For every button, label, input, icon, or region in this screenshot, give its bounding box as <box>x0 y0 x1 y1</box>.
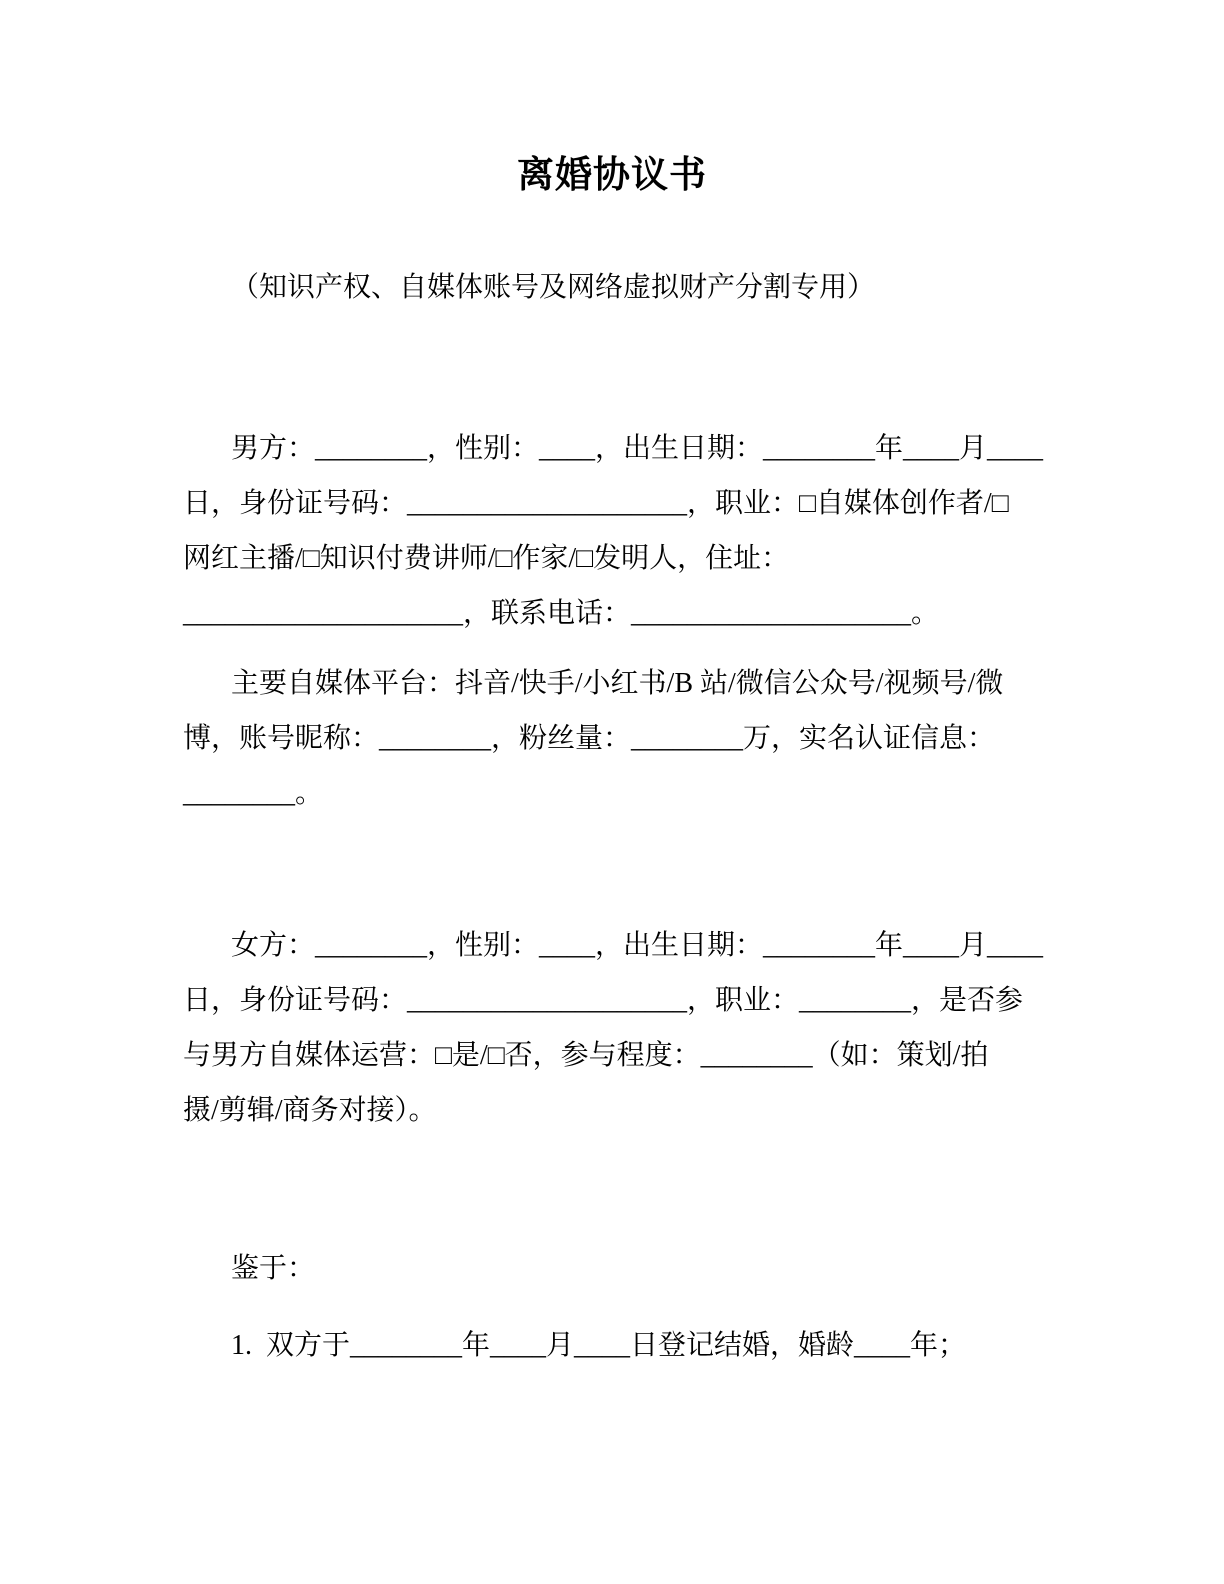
male-party-line: 网红主播/□知识付费讲师/□作家/□发明人，住址： <box>183 543 790 574</box>
female-party-line: 女方：________，性别：____，出生日期：________年____月____ <box>231 930 1044 961</box>
male-party-line: 男方：________，性别：____，出生日期：________年____月____ <box>231 433 1044 464</box>
male-party-line: 日，身份证号码：____________________，职业：□自媒体创作者/□ <box>183 488 1009 519</box>
male-party-paragraph <box>183 421 1044 641</box>
female-party-line: 日，身份证号码：____________________，职业：________，是否参 <box>183 985 1024 1016</box>
whereas-label: 鉴于： <box>231 1253 316 1284</box>
platform-line: 博，账号昵称：________，粉丝量：________万，实名认证信息： <box>183 723 996 754</box>
document-subtitle: （知识产权、自媒体账号及网络虚拟财产分割专用） <box>231 272 876 303</box>
platform-line: ________。 <box>183 778 324 809</box>
item-1-line: 1. 双方于________年____月____日登记结婚，婚龄____年； <box>231 1330 967 1361</box>
platform-line: 主要自媒体平台：抖音/快手/小红书/B 站/微信公众号/视频号/微 <box>231 668 1004 699</box>
female-party-line: 与男方自媒体运营：□是/□否，参与程度：________（如：策划/拍 <box>183 1040 989 1071</box>
document-title: 离婚协议书 <box>517 155 707 196</box>
document-content <box>183 0 1044 1373</box>
male-party-line: ____________________，联系电话：____________________。 <box>183 598 940 629</box>
female-party-paragraph <box>183 918 1044 1138</box>
platform-paragraph <box>183 656 1041 821</box>
female-party-line: 摄/剪辑/商务对接）。 <box>183 1095 437 1126</box>
